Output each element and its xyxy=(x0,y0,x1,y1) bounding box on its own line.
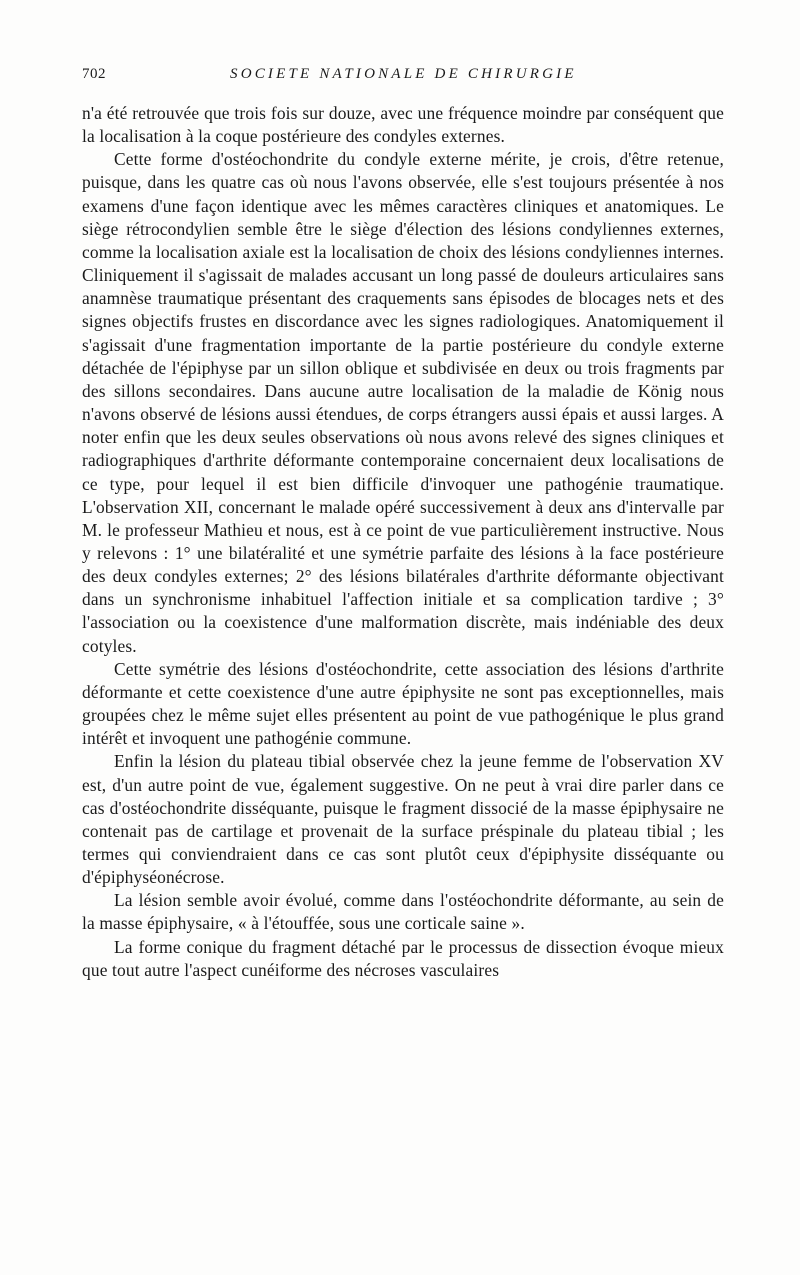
paragraph: Enfin la lésion du plateau tibial observée chez la jeune femme de l'observation XV est, d'un autre point de vue, également suggestive. On ne peut à vrai dire parler dans ce cas d'ostéochondrite disséquante, puisque le fragment dissocié de la masse épiphysaire ne contenait pas de cartilage et provenait de la surface préspinale du plateau tibial ; les termes qui conviendraient dans ce cas sont plutôt ceux d'épiphysite disséquante ou d'épiphyséonécrose. xyxy=(82,751,724,888)
body-text xyxy=(82,102,724,982)
paragraph: La forme conique du fragment détaché par le processus de dissection évoque mieux que tout autre l'aspect cunéiforme des nécroses vasculaires xyxy=(82,936,724,980)
journal-title: SOCIETE NATIONALE DE CHIRURGIE xyxy=(230,66,577,82)
paragraph: Cette forme d'ostéochondrite du condyle externe mérite, je crois, d'être retenue, puisque, dans les quatre cas où nous l'avons observée, elle s'est toujours présentée à nos examens d'une façon identique avec les mêmes caractères cliniques et anatomiques. Le siège rétrocondylien semble être le siège d'élection des lésions condyliennes externes, comme la localisation axiale est la localisation de choix des lésions condyliennes internes. Cliniquement il s'agissait de malades accusant un long passé de douleurs articulaires sans anamnèse traumatique présentant des craquements sans épisodes de blocages nets et des signes objectifs frustes en discordance avec les signes radiologiques. Anatomiquement il s'agissait d'une fragmentation importante de la partie postérieure du condyle externe détachée de l'épiphyse par un sillon oblique et subdivisée en deux ou trois fragments par des sillons secondaires. Dans aucune autre localisation de la maladie de König nous n'avons observé de lésions aussi étendues, de corps étrangers aussi épais et aussi larges. A noter enfin que les deux seules observations où nous avons relevé des signes cliniques et radiographiques d'arthrite déformante contemporaine concernaient deux localisations de ce type, pour lequel il est bien difficile d'invoquer une pathogénie traumatique. L'observation XII, concernant le malade opéré successivement à deux ans d'intervalle par M. le professeur Mathieu et nous, est à ce point de vue particulièrement instructive. Nous y relevons : 1° une bilatéralité et une symétrie parfaite des lésions à la face postérieure des deux condyles externes; 2° des lésions bilatérales d'arthrite déformante objectivant dans un synchronisme inhabituel l'affection initiale et sa complication tardive ; 3° l'association ou la coexistence d'une malformation discrète, mais indéniable des deux cotyles. xyxy=(82,149,724,656)
paragraph: Cette symétrie des lésions d'ostéochondrite, cette association des lésions d'arthrite déformante et cette coexistence d'une autre épiphysite ne sont pas exceptionnelles, mais groupées chez le même sujet elles présentent au point de vue pathogénique le plus grand intérêt et invoquent une pathogénie commune. xyxy=(82,658,724,749)
paragraph-continued: n'a été retrouvée que trois fois sur douze, avec une fréquence moindre par conséquent que la localisation à la coque postérieure des condyles externes. xyxy=(82,103,724,147)
running-head xyxy=(82,62,724,86)
page-number: 702 xyxy=(82,66,106,82)
paragraph: La lésion semble avoir évolué, comme dans l'ostéochondrite déformante, au sein de la masse épiphysaire, « à l'étouffée, sous une corticale saine ». xyxy=(82,890,724,934)
